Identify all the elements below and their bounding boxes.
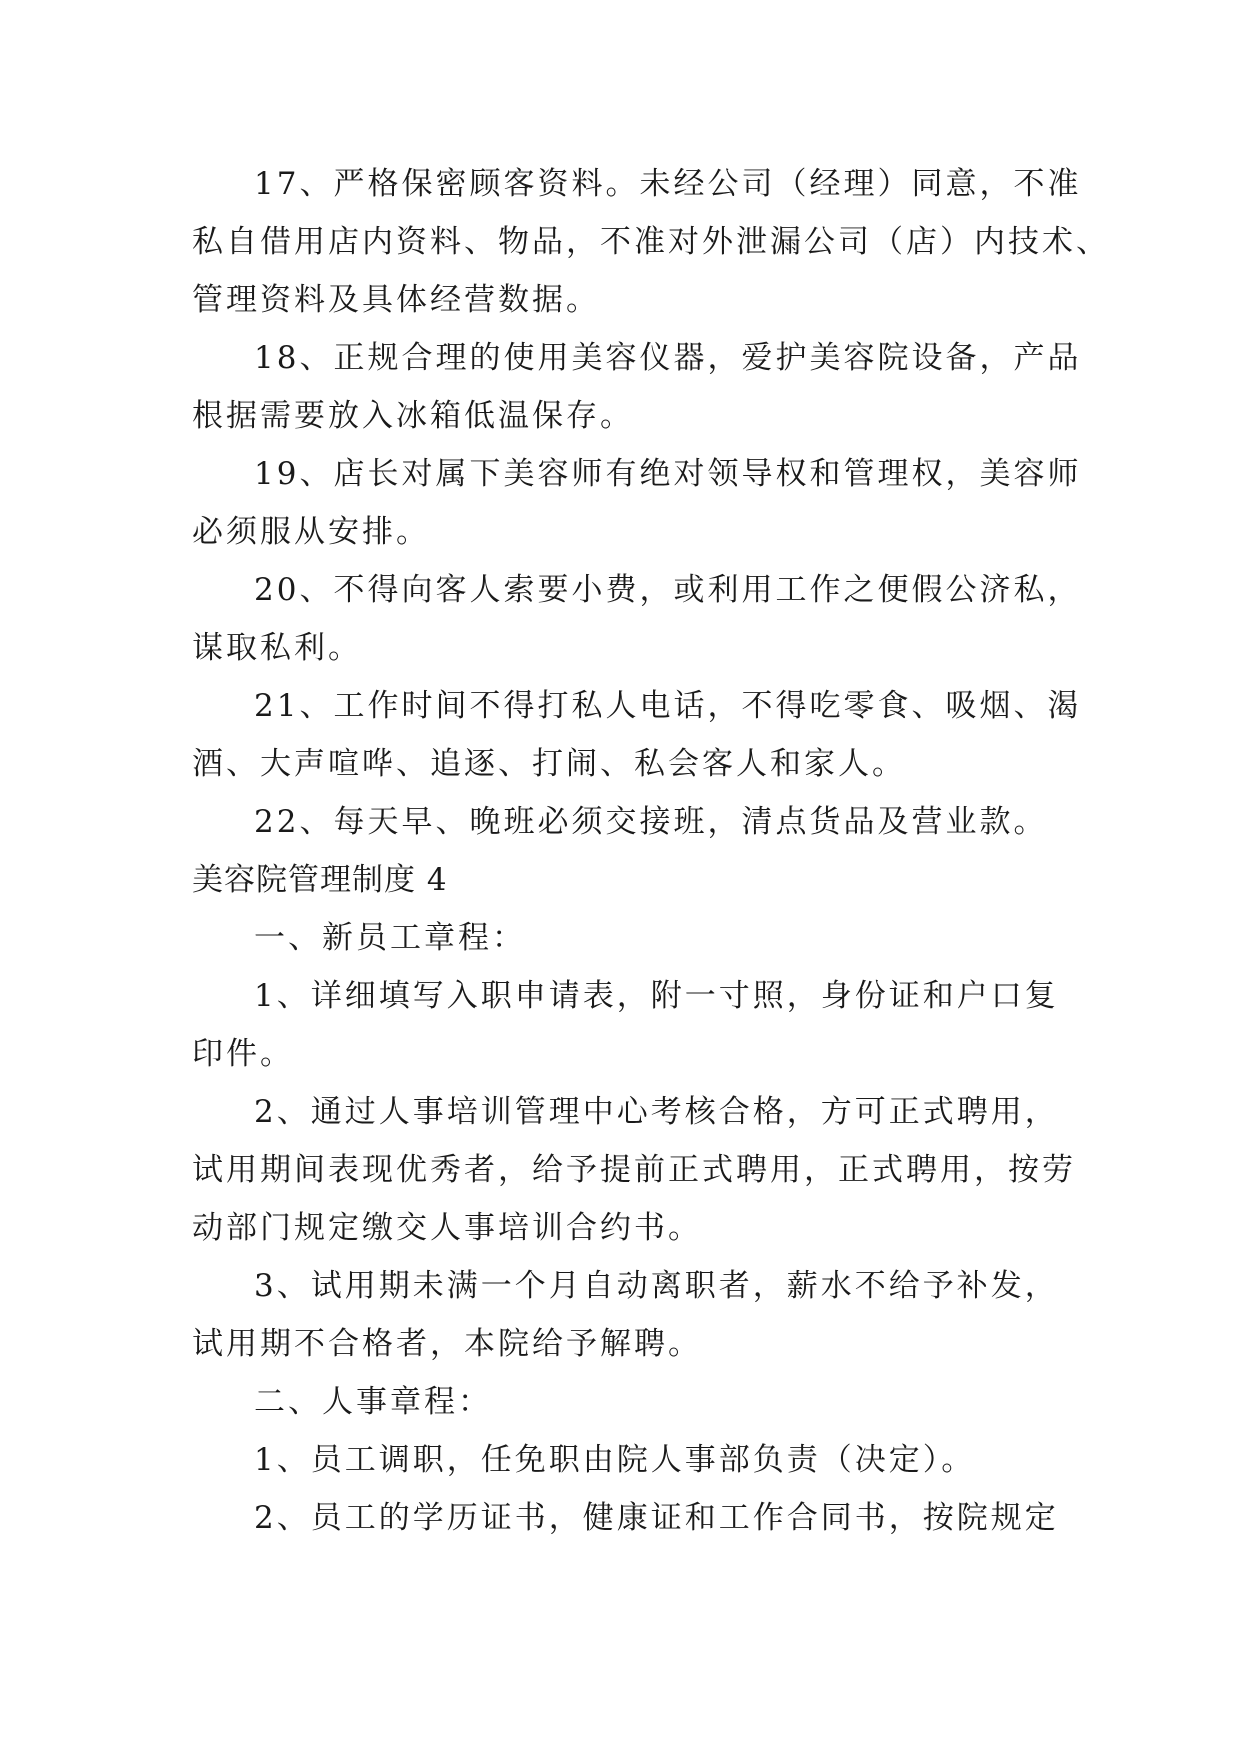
text-line: 根据需要放入冰箱低温保存。: [192, 398, 634, 434]
document-page: [192, 155, 1110, 1547]
text-line: 19、店长对属下美容师有绝对领导权和管理权，美容师: [254, 456, 1082, 492]
text-line: 谋取私利。: [192, 630, 362, 666]
text-line: 17、严格保密顾客资料。未经公司（经理）同意，不准: [254, 166, 1082, 202]
section-heading: 二、人事章程：: [254, 1384, 492, 1420]
text-line: 管理资料及具体经营数据。: [192, 282, 600, 318]
text-line: 2、通过人事培训管理中心考核合格，方可正式聘用，: [254, 1094, 1059, 1130]
text-line: 酒、大声喧哗、追逐、打闹、私会客人和家人。: [192, 746, 906, 782]
text-line: 试用期间表现优秀者，给予提前正式聘用，正式聘用，按劳: [192, 1152, 1076, 1188]
section-title: 美容院管理制度 4: [192, 862, 448, 898]
text-line: 20、不得向客人索要小费，或利用工作之便假公济私，: [254, 572, 1082, 608]
section-heading: 一、新员工章程：: [254, 920, 526, 956]
text-line: 22、每天早、晚班必须交接班，清点货品及营业款。: [254, 804, 1048, 840]
text-line: 试用期不合格者，本院给予解聘。: [192, 1326, 702, 1362]
text-line: 动部门规定缴交人事培训合约书。: [192, 1210, 702, 1246]
text-line: 印件。: [192, 1036, 294, 1072]
text-line: 2、员工的学历证书，健康证和工作合同书，按院规定: [254, 1500, 1059, 1536]
text-line: 3、试用期未满一个月自动离职者，薪水不给予补发，: [254, 1268, 1059, 1304]
text-line: 21、工作时间不得打私人电话，不得吃零食、吸烟、渴: [254, 688, 1082, 724]
text-line: 必须服从安排。: [192, 514, 430, 550]
text-line: 私自借用店内资料、物品，不准对外泄漏公司（店）内技术、: [192, 224, 1110, 260]
text-line: 18、正规合理的使用美容仪器，爱护美容院设备，产品: [254, 340, 1082, 376]
text-line: 1、详细填写入职申请表，附一寸照，身份证和户口复: [254, 978, 1059, 1014]
text-line: 1、员工调职，任免职由院人事部负责（决定）。: [254, 1442, 976, 1478]
